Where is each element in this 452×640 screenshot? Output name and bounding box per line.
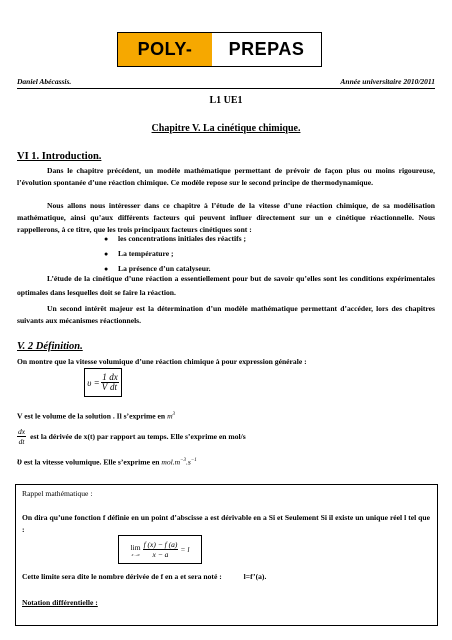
author: Daniel Abécassis.: [17, 77, 72, 86]
logo: [117, 32, 322, 67]
volume-line: V est le volume de la solution . Il s’exprime en $m^3$: [17, 411, 176, 421]
list-item: ● les concentrations initiales des réactifs ;: [104, 234, 247, 243]
differential-notation-title: Notation différentielle :: [22, 598, 98, 607]
chapter-title: Chapitre V. La cinétique chimique.: [151, 123, 301, 134]
intro-paragraph-3: L’étude de la cinétique d’une réaction a essentiellement pour but de savoir qu’elles sont les conditions expérimentales optimales dans lesquelles doit se faire la réaction.: [17, 274, 435, 297]
logo-left: POLY-: [118, 33, 212, 66]
academic-year: Année universitaire 2010/2011: [340, 77, 435, 86]
limit-equation: lim x→a $\frac{f (x) - f (a)}{x - a}$ = l: [118, 535, 202, 564]
section-intro-title: VI 1. Introduction.: [17, 151, 102, 162]
logo-right: PREPAS: [228, 39, 305, 59]
header-rule: [17, 88, 435, 89]
intro-paragraph-1: Dans le chapitre précédent, un modèle mathématique permettant de prévoir de façon plus ou moins rigoureuse, l’évolution spontanée d’une réaction chimique. Ce modèle repose sur le second principe de thermodynamique.: [17, 166, 435, 187]
velocity-equation: υ = $\frac{1}{V}$ $\frac{dx}{dt}$: [84, 368, 122, 397]
reminder-definition: On dira qu’une fonction f définie en un point d’abscisse a est dérivable en a Si et Seulement Si il existe un unique réel l tel que :: [22, 513, 430, 534]
intro-paragraph-4: Un second intérêt majeur est la détermination d’un modèle mathématique permettant d’accéder, lors des chapitres suivants aux mécanismes réactionnels.: [17, 304, 435, 325]
bullet-icon: ●: [104, 265, 109, 273]
section-definition-title: V. 2 Définition.: [17, 341, 83, 352]
bullet-icon: ●: [104, 250, 109, 258]
reminder-title: Rappel mathématique :: [22, 489, 93, 498]
list-item: ● La température ;: [104, 249, 174, 258]
velocity-unit-line: υ est la vitesse volumique. Elle s’exprime en $mol.m^{-3}.s^{-1}$: [17, 456, 197, 468]
intro-paragraph-2: Nous allons nous intéresser dans ce chapitre à l’étude de la vitesse d’une réaction chimique, de sa modélisation mathématique, ainsi qu’aux différents facteurs qui peuvent influer directement sur un e cinétique réactionnelle. Nous rappellerons, à ce titre, que les trois principaux facteurs cinétiques sont :: [17, 201, 435, 234]
bullet-icon: ●: [104, 235, 109, 243]
list-item: ● La présence d’un catalyseur.: [104, 264, 211, 273]
course-title: L1 UE1: [209, 95, 243, 106]
math-reminder-box: [15, 484, 438, 626]
definition-intro: On montre que la vitesse volumique d’une réaction chimique à pour expression générale :: [17, 357, 307, 366]
derivative-line: $\frac{dx}{dt}$ est la dérivée de x(t) par rapport au temps. Elle s’exprime en mol/s: [18, 427, 246, 446]
reminder-derivative-note: Cette limite sera dite le nombre dérivée de f en a et sera noté : l=f’(a).: [22, 572, 267, 581]
